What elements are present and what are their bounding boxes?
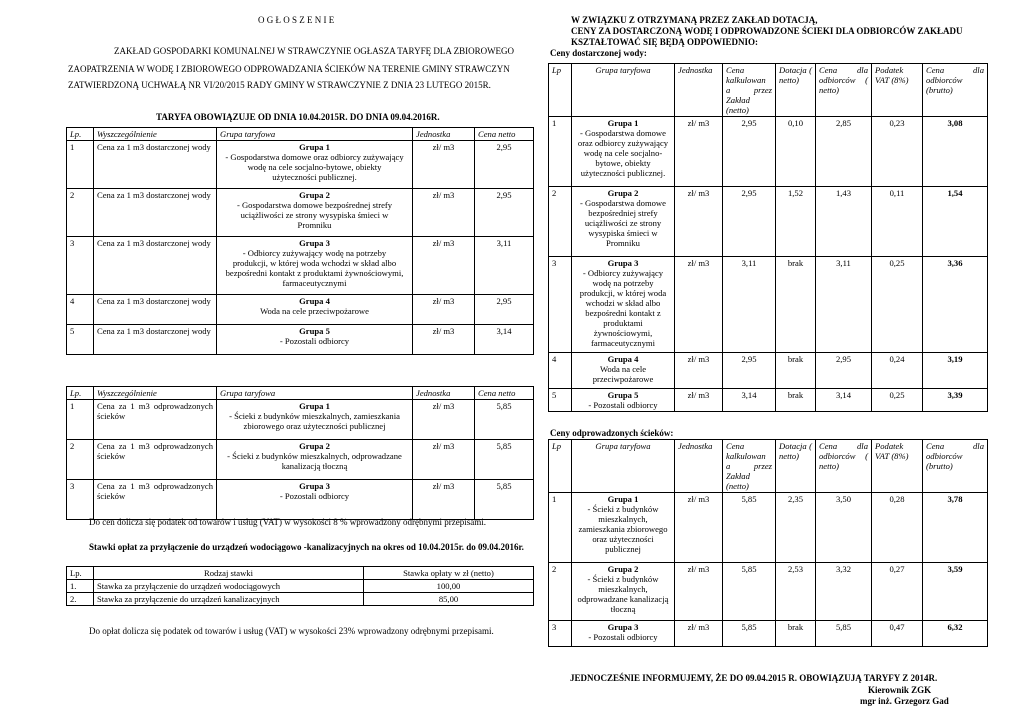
row-unit: zł/ m3 <box>413 400 475 440</box>
header-gross-price: Cena dla odbiorców (brutto) <box>923 440 988 493</box>
row-group <box>572 563 675 621</box>
table-row <box>67 189 534 237</box>
header-vat: Podatek VAT (8%) <box>872 64 923 117</box>
group-description: - Pozostali odbiorcy <box>588 632 658 642</box>
row-subsidy: 2,53 <box>776 563 816 621</box>
table-header-row <box>67 567 534 580</box>
group-description: - Ścieki z budynków mieszkalnych, zamieszkania zbiorowego oraz użyteczności publicznej <box>578 504 668 554</box>
row-group <box>217 480 413 520</box>
signature-name: mgr inż. Grzegorz Gad <box>860 696 949 706</box>
row-calculated-price: 5,85 <box>723 493 776 563</box>
row-unit: zł/ m3 <box>675 187 723 257</box>
table-row <box>549 257 988 353</box>
header-calculated-price: Cena kalkulowan a przez Zakład (netto) <box>723 64 776 117</box>
row-lp: 1. <box>67 580 94 593</box>
row-net-price: 3,32 <box>816 563 872 621</box>
row-calculated-price: 3,11 <box>723 257 776 353</box>
row-net-price: 1,43 <box>816 187 872 257</box>
table-row <box>549 389 988 412</box>
header-rate-type: Rodzaj stawki <box>94 567 364 580</box>
row-price: 3,11 <box>475 237 534 295</box>
table-header-row <box>67 387 534 400</box>
row-group <box>217 400 413 440</box>
row-gross-price: 3,08 <box>923 117 988 187</box>
table-row <box>67 593 534 606</box>
row-unit: zł/ m3 <box>675 389 723 412</box>
group-description: Woda na cele przeciwpożarowe <box>260 306 369 316</box>
row-lp: 2 <box>549 187 572 257</box>
row-lp: 1 <box>67 141 94 189</box>
group-name: Grupa 2 <box>299 441 330 451</box>
group-description: - Odbiorcy zużywający wodę na potrzeby produkcji, w której woda wchodzi w skład albo bezpośredni kontakt z produktami żywnościowymi, farmaceutycznymi <box>225 248 404 288</box>
row-rate-type: Stawka za przyłączenie do urządzeń wodociągowych <box>94 580 364 593</box>
group-name: Grupa 2 <box>607 564 639 574</box>
row-lp: 4 <box>67 295 94 325</box>
row-net-price: 2,85 <box>816 117 872 187</box>
row-group <box>217 237 413 295</box>
intro-line-3: ZATWIERDZONĄ UCHWAŁĄ NR VI/20/2015 RADY GMINY W STRAWCZYNIE Z DNIA 23 LUTEGO 2015R. <box>68 80 491 90</box>
row-price: 5,85 <box>475 480 534 520</box>
header-subsidy: Dotacja ( netto) <box>776 440 816 493</box>
row-net-price: 3,14 <box>816 389 872 412</box>
table-row <box>549 117 988 187</box>
header-vat: Podatek VAT (8%) <box>872 440 923 493</box>
group-name: Grupa 3 <box>607 622 639 632</box>
row-net-price: 2,95 <box>816 353 872 389</box>
table-row <box>549 353 988 389</box>
header-calculated-price: Cena kalkulowan a przez Zakład (netto) <box>723 440 776 493</box>
group-description: - Gospodarstwa domowe oraz odbiorcy zużywający wodę na cele socjalno- bytowe, obiekty użyteczności publicznej. <box>577 128 669 178</box>
row-subsidy: 2,35 <box>776 493 816 563</box>
row-unit: zł/ m3 <box>675 493 723 563</box>
row-unit: zł/ m3 <box>413 295 475 325</box>
header-item: Wyszczególnienie <box>94 128 217 141</box>
group-description: Woda na cele przeciwpożarowe <box>592 364 654 384</box>
group-description: - Pozostali odbiorcy <box>279 491 350 501</box>
row-lp: 2 <box>67 440 94 480</box>
row-lp: 2 <box>549 563 572 621</box>
header-price: Cena netto <box>475 128 534 141</box>
row-lp: 1 <box>67 400 94 440</box>
header-lp: Lp. <box>67 128 94 141</box>
row-item: Cena za 1 m3 dostarczonej wody <box>94 141 217 189</box>
table-row <box>549 563 988 621</box>
connection-heading: Stawki opłat za przyłączenie do urządzeń wodociągowo -kanalizacyjnych na okres od 10.04.2015r. do 09.04.2016r. <box>89 542 524 552</box>
table-row <box>67 480 534 520</box>
row-price: 2,95 <box>475 295 534 325</box>
subsidy-heading-line-1: W ZWIĄZKU Z OTRZYMANĄ PRZEZ ZAKŁAD DOTACJĄ, <box>571 15 818 25</box>
row-calculated-price: 5,85 <box>723 563 776 621</box>
row-price: 2,95 <box>475 189 534 237</box>
row-group <box>217 295 413 325</box>
row-price: 3,14 <box>475 325 534 355</box>
row-subsidy: brak <box>776 353 816 389</box>
row-gross-price: 3,39 <box>923 389 988 412</box>
group-name: Grupa 1 <box>299 142 330 152</box>
subsidized-sewage-table <box>548 439 988 647</box>
row-vat: 0,25 <box>872 257 923 353</box>
row-price: 5,85 <box>475 400 534 440</box>
header-net-price: Cena dla odbiorców ( netto) <box>816 64 872 117</box>
row-unit: zł/ m3 <box>413 189 475 237</box>
sewage-prices-label: Ceny odprowadzonych ścieków: <box>550 428 674 438</box>
header-unit: Jednostka <box>675 440 723 493</box>
row-item: Cena za 1 m3 dostarczonej wody <box>94 237 217 295</box>
table-row <box>67 325 534 355</box>
header-lp: Lp <box>549 440 572 493</box>
table-row <box>67 295 534 325</box>
row-lp: 3 <box>549 621 572 647</box>
footer-note: JEDNOCZEŚNIE INFORMUJEMY, ŻE DO 09.04.2015 R. OBOWIĄZUJĄ TARYFY Z 2014R. <box>570 673 938 683</box>
group-description: - Pozostali odbiorcy <box>279 336 350 346</box>
row-subsidy: 0,10 <box>776 117 816 187</box>
row-lp: 3 <box>549 257 572 353</box>
row-calculated-price: 2,95 <box>723 353 776 389</box>
row-group <box>572 493 675 563</box>
row-unit: zł/ m3 <box>675 353 723 389</box>
row-rate-type: Stawka za przyłączenie do urządzeń kanalizacyjnych <box>94 593 364 606</box>
group-name: Grupa 1 <box>607 494 639 504</box>
header-group: Grupa taryfowa <box>572 440 675 493</box>
row-group <box>572 621 675 647</box>
row-unit: zł/ m3 <box>675 621 723 647</box>
row-calculated-price: 2,95 <box>723 117 776 187</box>
row-unit: zł/ m3 <box>413 141 475 189</box>
table-header-row <box>67 128 534 141</box>
row-rate: 85,00 <box>364 593 534 606</box>
row-group <box>217 141 413 189</box>
group-description: - Pozostali odbiorcy <box>588 400 658 410</box>
connection-fee-table <box>66 566 534 606</box>
row-unit: zł/ m3 <box>413 440 475 480</box>
header-unit: Jednostka <box>413 128 475 141</box>
sewage-price-table <box>66 386 534 520</box>
group-name: Grupa 4 <box>607 354 639 364</box>
row-lp: 2 <box>67 189 94 237</box>
header-group: Grupa taryfowa <box>217 387 413 400</box>
header-group: Grupa taryfowa <box>217 128 413 141</box>
group-name: Grupa 1 <box>607 118 639 128</box>
row-calculated-price: 2,95 <box>723 187 776 257</box>
row-rate: 100,00 <box>364 580 534 593</box>
header-item: Wyszczególnienie <box>94 387 217 400</box>
row-net-price: 5,85 <box>816 621 872 647</box>
table-row <box>67 400 534 440</box>
row-calculated-price: 5,85 <box>723 621 776 647</box>
row-lp: 1 <box>549 493 572 563</box>
row-vat: 0,47 <box>872 621 923 647</box>
group-name: Grupa 5 <box>299 326 330 336</box>
row-net-price: 3,11 <box>816 257 872 353</box>
group-description: - Gospodarstwa domowe oraz odbiorcy zużywający wodę na cele socjalno-bytowe, obiekty użyteczności publicznej. <box>225 152 404 182</box>
row-gross-price: 3,36 <box>923 257 988 353</box>
water-prices-label: Ceny dostarczonej wody: <box>550 48 647 58</box>
table-row <box>67 580 534 593</box>
header-unit: Jednostka <box>675 64 723 117</box>
row-lp: 3 <box>67 237 94 295</box>
table-row <box>67 237 534 295</box>
signature-title: Kierownik ZGK <box>868 685 932 695</box>
group-description: - Gospodarstwa domowe bezpośrednej strefy uciążliwości ze strony wysypiska śmieci w Promniku <box>236 200 393 230</box>
group-name: Grupa 3 <box>299 481 330 491</box>
row-unit: zł/ m3 <box>413 237 475 295</box>
row-subsidy: brak <box>776 389 816 412</box>
group-name: Grupa 4 <box>299 296 330 306</box>
row-subsidy: brak <box>776 621 816 647</box>
row-lp: 3 <box>67 480 94 520</box>
row-group <box>572 117 675 187</box>
vat-note-23: Do opłat dolicza się podatek od towarów i usług (VAT) w wysokości 23% wprowadzony odrębnymi przepisami. <box>89 626 494 636</box>
row-gross-price: 3,19 <box>923 353 988 389</box>
header-lp: Lp. <box>67 387 94 400</box>
subsidy-heading-line-3: KSZTAŁTOWAĆ SIĘ BĘDĄ ODPOWIEDNIO: <box>571 37 758 47</box>
intro-line-2: ZAOPATRZENIA W WODĘ I ZBIOROWEGO ODPROWADZANIA ŚCIEKÓW NA TERENIE GMINY STRAWCZYN <box>68 64 510 74</box>
group-name: Grupa 3 <box>607 258 639 268</box>
group-description: - Ścieki z budynków mieszkalnych, odprowadzane kanalizacją tłoczną <box>577 574 669 614</box>
group-name: Grupa 5 <box>607 390 639 400</box>
table-row <box>549 187 988 257</box>
group-name: Grupa 2 <box>299 190 330 200</box>
row-unit: zł/ m3 <box>413 480 475 520</box>
table-row <box>549 621 988 647</box>
group-description: - Odbiorcy zużywający wodę na potrzeby produkcji, w której woda wchodzi w skład albo bezpośredni kontakt z produktami żywnościowymi, farmaceutycznymi <box>579 268 667 348</box>
header-rate: Stawka opłaty w zł (netto) <box>364 567 534 580</box>
subsidized-water-table <box>548 63 988 412</box>
water-price-table <box>66 127 534 355</box>
group-description: - Ścieki z budynków mieszkalnych, zamieszkania zbiorowego oraz użyteczności publicznej <box>229 411 400 431</box>
announcement-heading: O G Ł O S Z E N I E <box>258 15 335 25</box>
header-lp: Lp. <box>67 567 94 580</box>
group-name: Grupa 2 <box>607 188 639 198</box>
group-description: - Ścieki z budynków mieszkalnych, odprowadzane kanalizacją tłoczną <box>227 451 402 471</box>
row-subsidy: 1,52 <box>776 187 816 257</box>
row-group <box>572 187 675 257</box>
row-price: 5,85 <box>475 440 534 480</box>
row-group <box>217 189 413 237</box>
row-net-price: 3,50 <box>816 493 872 563</box>
row-unit: zł/ m3 <box>675 257 723 353</box>
subsidy-heading-line-2: CENY ZA DOSTARCZONĄ WODĘ I ODPROWADZONE ŚCIEKI DLA ODBIORCÓW ZAKŁADU <box>571 26 963 36</box>
intro-line-1: ZAKŁAD GOSPODARKI KOMUNALNEJ W STRAWCZYNIE OGŁASZA TARYFĘ DLA ZBIOROWEGO <box>114 46 515 56</box>
group-name: Grupa 1 <box>299 401 330 411</box>
row-gross-price: 1,54 <box>923 187 988 257</box>
row-price: 2,95 <box>475 141 534 189</box>
row-group <box>572 257 675 353</box>
row-item: Cena za 1 m3 dostarczonej wody <box>94 295 217 325</box>
row-item: Cena za 1 m3 odprowadzonych ścieków <box>94 400 217 440</box>
row-unit: zł/ m3 <box>675 563 723 621</box>
header-lp: Lp <box>549 64 572 117</box>
header-net-price: Cena dla odbiorców ( netto) <box>816 440 872 493</box>
row-unit: zł/ m3 <box>413 325 475 355</box>
vat-note-8: Do cen dolicza się podatek od towarów i usług (VAT) w wysokości 8 % wprowadzony odrębnymi przepisami. <box>89 517 486 527</box>
row-lp: 5 <box>67 325 94 355</box>
table-row <box>67 440 534 480</box>
header-group: Grupa taryfowa <box>572 64 675 117</box>
row-lp: 4 <box>549 353 572 389</box>
row-vat: 0,24 <box>872 353 923 389</box>
header-unit: Jednostka <box>413 387 475 400</box>
group-name: Grupa 3 <box>299 238 330 248</box>
row-item: Cena za 1 m3 dostarczonej wody <box>94 325 217 355</box>
row-vat: 0,28 <box>872 493 923 563</box>
table-row <box>549 493 988 563</box>
group-description: - Gospodarstwa domowe bezpośredniej strefy uciążliwości ze strony wysypiska śmieci w Promniku <box>580 198 666 248</box>
row-vat: 0,25 <box>872 389 923 412</box>
table-header-row <box>549 440 988 493</box>
row-vat: 0,27 <box>872 563 923 621</box>
row-vat: 0,11 <box>872 187 923 257</box>
header-subsidy: Dotacja ( netto) <box>776 64 816 117</box>
row-unit: zł/ m3 <box>675 117 723 187</box>
row-subsidy: brak <box>776 257 816 353</box>
row-group <box>217 440 413 480</box>
row-lp: 2. <box>67 593 94 606</box>
header-gross-price: Cena dla odbiorców (brutto) <box>923 64 988 117</box>
table-row <box>67 141 534 189</box>
row-calculated-price: 3,14 <box>723 389 776 412</box>
row-vat: 0,23 <box>872 117 923 187</box>
tariff-period: TARYFA OBOWIĄZUJE OD DNIA 10.04.2015R. DO DNIA 09.04.2016R. <box>156 112 440 122</box>
row-lp: 1 <box>549 117 572 187</box>
table-header-row <box>549 64 988 117</box>
row-lp: 5 <box>549 389 572 412</box>
row-item: Cena za 1 m3 odprowadzonych ścieków <box>94 480 217 520</box>
row-group <box>572 353 675 389</box>
row-gross-price: 3,59 <box>923 563 988 621</box>
row-item: Cena za 1 m3 dostarczonej wody <box>94 189 217 237</box>
row-group <box>217 325 413 355</box>
row-group <box>572 389 675 412</box>
row-gross-price: 3,78 <box>923 493 988 563</box>
header-price: Cena netto <box>475 387 534 400</box>
row-item: Cena za 1 m3 odprowadzonych ścieków <box>94 440 217 480</box>
row-gross-price: 6,32 <box>923 621 988 647</box>
